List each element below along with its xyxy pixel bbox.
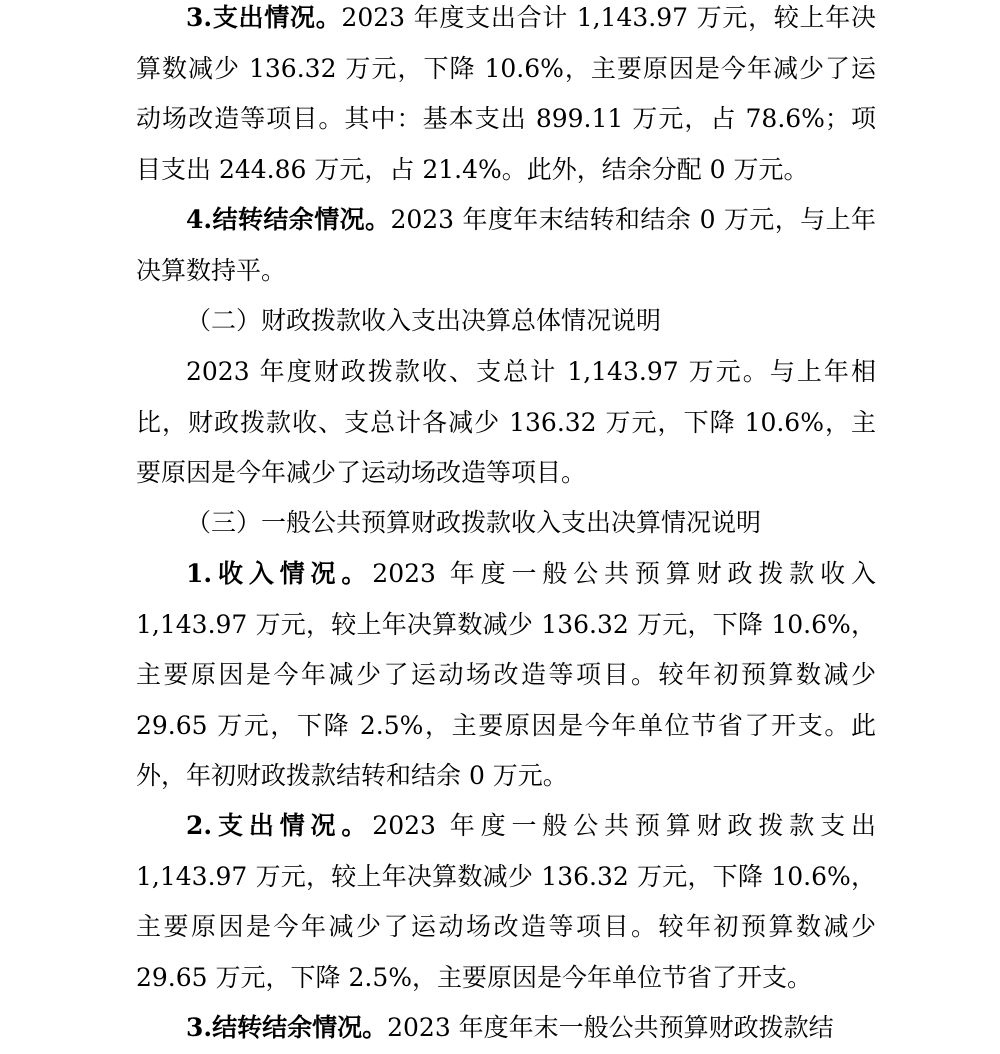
paragraph-text: 2023 年度财政拨款收、支总计 1,143.97 万元。与上年相比，财政拨款收、支总计各减少 136.32 万元，下降 10.6%，主要原因是今年减少了运动场改造等项目。 [136, 357, 876, 487]
paragraph-lead: 2.支出情况。 [186, 811, 373, 840]
paragraph-gpb-expenditure [136, 801, 876, 1003]
paragraph-fiscal-overview [136, 347, 876, 499]
paragraph-text: 2023 年度一般公共预算财政拨款支出 1,143.97 万元，较上年决算数减少 136.32 万元，下降 10.6%，主要原因是今年减少了运动场改造等项目。较年初预算数减少 29.65 万元，下降 2.5%，主要原因是今年单位节省了开支。 [136, 811, 876, 992]
paragraph-lead: 3.结转结余情况。 [186, 1013, 388, 1042]
paragraph-text: 2023 年度一般公共预算财政拨款收入 1,143.97 万元，较上年决算数减少 136.32 万元，下降 10.6%，主要原因是今年减少了运动场改造等项目。较年初预算数减少 29.65 万元，下降 2.5%，主要原因是今年单位节省了开支。此外，年初财政拨款结转和结余 0 万元。 [136, 559, 876, 790]
paragraph-lead: 4.结转结余情况。 [186, 205, 391, 234]
paragraph-text: 2023 年度年末结转和结余 0 万元，与上年决算数持平。 [136, 205, 876, 285]
section-heading: （二）财政拨款收入支出决算总体情况说明 [186, 306, 662, 335]
paragraph-gpb-carryover [136, 1003, 876, 1054]
paragraph-carryover [136, 195, 876, 296]
paragraph-text: 2023 年度年末一般公共预算财政拨款结 [387, 1013, 834, 1042]
paragraph-lead: 1.收入情况。 [186, 559, 373, 588]
paragraph-lead: 3.支出情况。 [186, 3, 342, 32]
paragraph-text: 2023 年度支出合计 1,143.97 万元，较上年决算数减少 136.32 万元，下降 10.6%，主要原因是今年减少了运动场改造等项目。其中：基本支出 899.11 万元，占 78.6%；项目支出 244.86 万元，占 21.4%。此外，结余分配 0 万元。 [136, 3, 876, 184]
paragraph-expenditure [136, 0, 876, 195]
section-heading: （三）一般公共预算财政拨款收入支出决算情况说明 [186, 508, 762, 537]
paragraph-gpb-income [136, 549, 876, 802]
